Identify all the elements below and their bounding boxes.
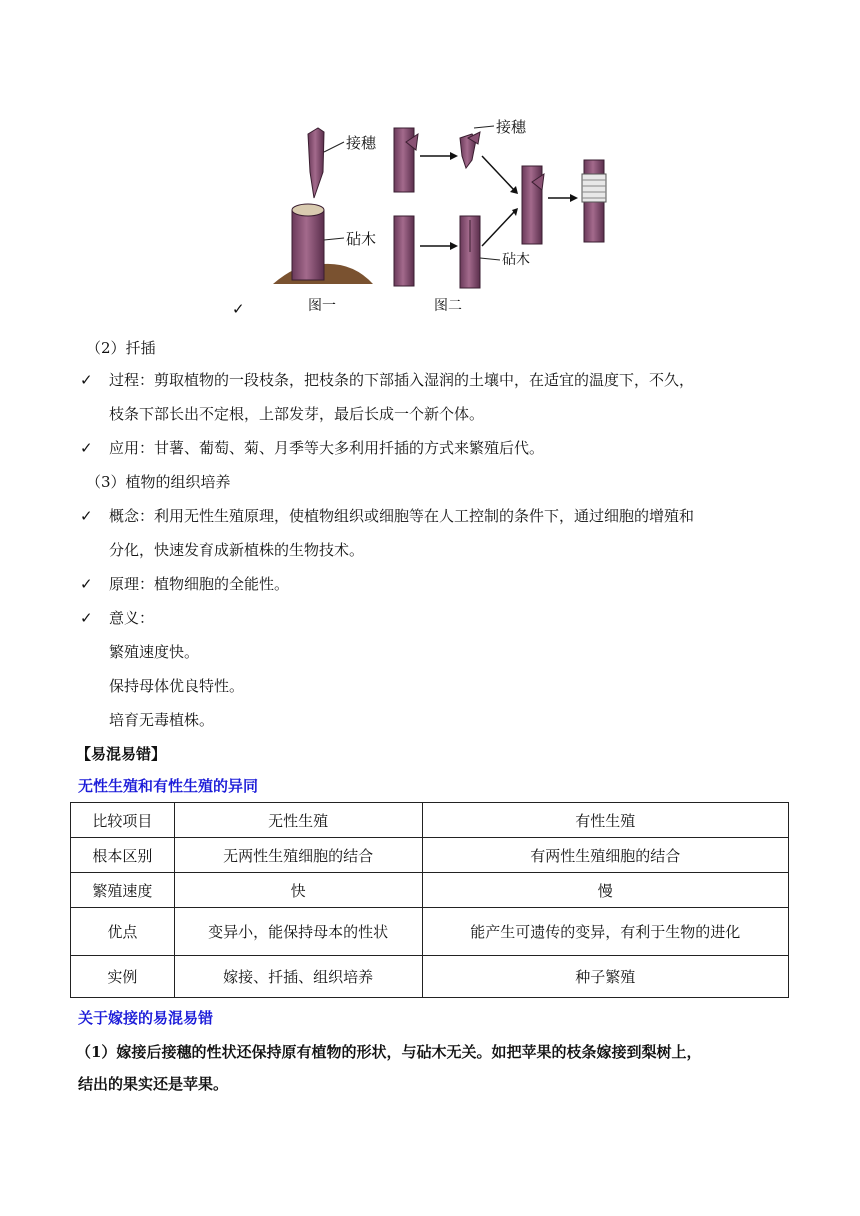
graft-line1: （1）嫁接后接穗的性状还保持原有植物的形状，与砧木无关。如把苹果的枝条嫁接到梨树上， bbox=[76, 1043, 702, 1061]
grafting-figure bbox=[268, 112, 608, 317]
comparison-table bbox=[70, 802, 789, 998]
table-header-cell: 无性生殖 bbox=[174, 803, 422, 838]
scion-cutting bbox=[308, 128, 324, 198]
section3-heading: （3）植物的组织培养 bbox=[86, 473, 231, 491]
fig1-label: 图一 bbox=[308, 298, 336, 314]
table-cell: 快 bbox=[174, 873, 422, 908]
meaning-item: 培育无毒植株。 bbox=[109, 711, 215, 729]
process-line1 bbox=[109, 370, 694, 390]
meaning-line: 意义： bbox=[109, 609, 155, 627]
concept-line1: 概念：利用无性生殖原理，使植物组织或细胞等在人工控制的条件下，通过细胞的增殖和 bbox=[109, 507, 695, 525]
process-text-1: 剪取植物的一段枝条，把枝条的下部插入湿润的土壤中，在适宜的温度下，不久， bbox=[154, 371, 695, 389]
branch-mid-top bbox=[394, 128, 414, 192]
grafting-illustration bbox=[268, 112, 608, 317]
check-mark: ✓ bbox=[80, 439, 93, 457]
table-row bbox=[71, 908, 789, 956]
table-row bbox=[71, 873, 789, 908]
process-line2: 枝条下部长出不定根，上部发芽，最后长成一个新个体。 bbox=[109, 405, 485, 423]
table-cell: 能产生可遗传的变异，有利于生物的进化 bbox=[422, 908, 788, 956]
table-cell: 变异小，能保持母本的性状 bbox=[174, 908, 422, 956]
meaning-item: 保持母体优良特性。 bbox=[109, 677, 245, 695]
table-header-cell: 比较项目 bbox=[71, 803, 175, 838]
table-cell: 慢 bbox=[422, 873, 788, 908]
table-cell: 根本区别 bbox=[71, 838, 175, 873]
table-cell: 繁殖速度 bbox=[71, 873, 175, 908]
scion-label-right: 接穗 bbox=[496, 118, 527, 136]
confusion-heading: 【易混易错】 bbox=[76, 745, 167, 763]
graft-title: 关于嫁接的易混易错 bbox=[78, 1009, 214, 1027]
check-mark: ✓ bbox=[80, 609, 93, 627]
stock-label-left: 砧木 bbox=[346, 230, 377, 248]
table-row bbox=[71, 838, 789, 873]
branch-mid-bottom bbox=[394, 216, 414, 286]
table-cell: 优点 bbox=[71, 908, 175, 956]
check-mark: ✓ bbox=[80, 507, 93, 525]
table-row bbox=[71, 956, 789, 998]
table-header-row bbox=[71, 803, 789, 838]
table-cell: 有两性生殖细胞的结合 bbox=[422, 838, 788, 873]
concept-line2: 分化，快速发育成新植株的生物技术。 bbox=[109, 541, 365, 559]
process-label: 过程： bbox=[109, 371, 155, 389]
section2-heading: （2）扦插 bbox=[86, 339, 156, 357]
check-mark: ✓ bbox=[80, 575, 93, 593]
table-title: 无性生殖和有性生殖的异同 bbox=[78, 777, 259, 795]
stock-trunk-left bbox=[292, 210, 324, 280]
fig2-label: 图二 bbox=[434, 298, 462, 314]
principle-line: 原理：植物细胞的全能性。 bbox=[109, 575, 290, 593]
table-header-cell: 有性生殖 bbox=[422, 803, 788, 838]
meaning-item: 繁殖速度快。 bbox=[109, 643, 200, 661]
table-cell: 种子繁殖 bbox=[422, 956, 788, 998]
stock-label-right: 砧木 bbox=[502, 252, 530, 268]
table-cell: 嫁接、扦插、组织培养 bbox=[174, 956, 422, 998]
table-cell: 实例 bbox=[71, 956, 175, 998]
check-mark: ✓ bbox=[232, 300, 245, 318]
graft-line2: 结出的果实还是苹果。 bbox=[78, 1075, 229, 1093]
check-mark: ✓ bbox=[80, 371, 93, 389]
table-cell: 无两性生殖细胞的结合 bbox=[174, 838, 422, 873]
scion-label-left: 接穗 bbox=[346, 134, 377, 152]
application-line: 应用：甘薯、葡萄、菊、月季等大多利用扦插的方式来繁殖后代。 bbox=[109, 439, 545, 457]
